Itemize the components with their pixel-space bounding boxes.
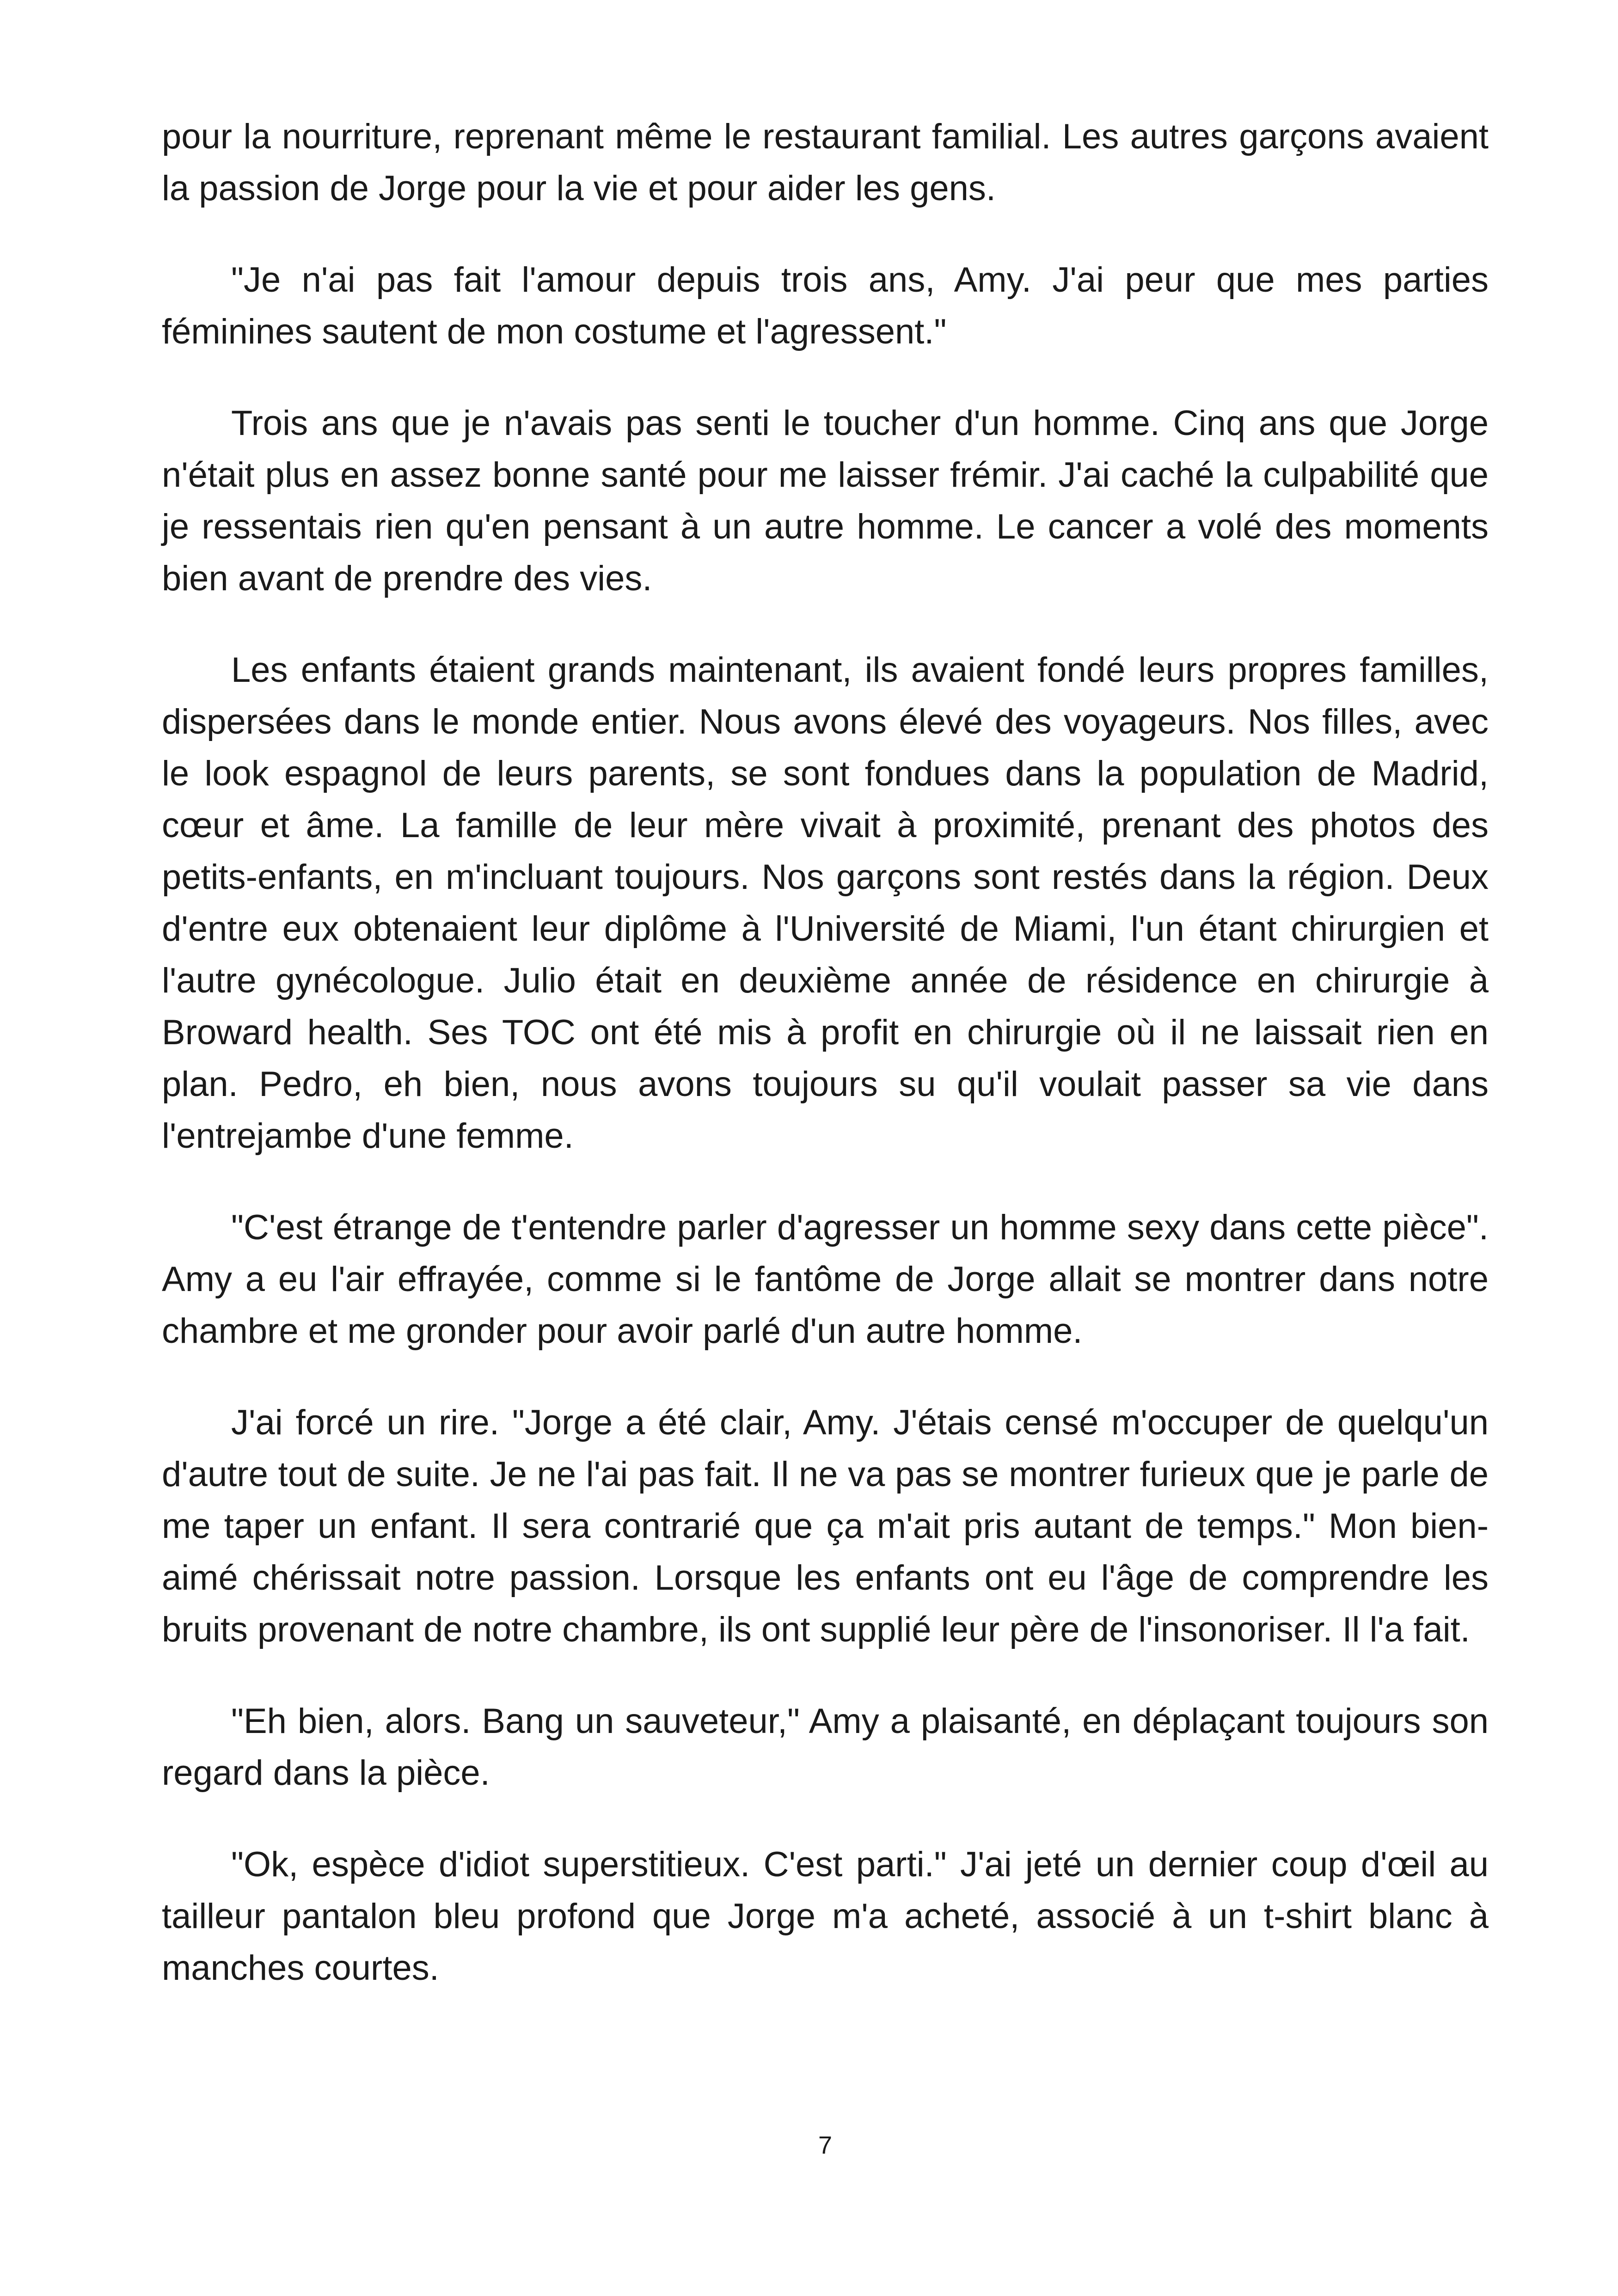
paragraph-6: J'ai forcé un rire. "Jorge a été clair, Amy. J'étais censé m'occuper de quelqu'un d'autre tout de suite. Je ne l'ai pas fait. Il ne va pas se montrer furieux que je parle de me taper un enfant. Il sera contrarié que ça m'ait pris autant de temps." Mon bien-aimé chérissait notre passion. Lorsque les enfants ont eu l'âge de comprendre les bruits provenant de notre chambre, ils ont supplié leur père de l'insonoriser. Il l'a fait. xyxy=(162,1403,1489,1649)
paragraph-8: "Ok, espèce d'idiot superstitieux. C'est parti." J'ai jeté un dernier coup d'œil au tailleur pantalon bleu profond que Jorge m'a acheté, associé à un t-shirt blanc à manches courtes. xyxy=(162,1845,1489,1988)
paragraph-7: "Eh bien, alors. Bang un sauveteur," Amy a plaisanté, en déplaçant toujours son regard dans la pièce. xyxy=(162,1702,1489,1793)
paragraph-2: "Je n'ai pas fait l'amour depuis trois ans, Amy. J'ai peur que mes parties féminines sautent de mon costume et l'agressent." xyxy=(162,260,1489,351)
paragraph-5: "C'est étrange de t'entendre parler d'agresser un homme sexy dans cette pièce". Amy a eu l'air effrayée, comme si le fantôme de Jorge allait se montrer dans notre chambre et me gronder pour avoir parlé d'un autre homme. xyxy=(162,1208,1489,1351)
paragraph-3: Trois ans que je n'avais pas senti le toucher d'un homme. Cinq ans que Jorge n'était plus en assez bonne santé pour me laisser frémir. J'ai caché la culpabilité que je ressentais rien qu'en pensant à un autre homme. Le cancer a volé des moments bien avant de prendre des vies. xyxy=(162,404,1489,598)
body-text xyxy=(162,111,1489,2034)
paragraph-1: pour la nourriture, reprenant même le restaurant familial. Les autres garçons avaient la passion de Jorge pour la vie et pour aider les gens. xyxy=(162,117,1489,208)
paragraph-4: Les enfants étaient grands maintenant, ils avaient fondé leurs propres familles, dispersées dans le monde entier. Nous avons élevé des voyageurs. Nos filles, avec le look espagnol de leurs parents, se sont fondues dans la population de Madrid, cœur et âme. La famille de leur mère vivait à proximité, prenant des photos des petits-enfants, en m'incluant toujours. Nos garçons sont restés dans la région. Deux d'entre eux obtenaient leur diplôme à l'Université de Miami, l'un étant chirurgien et l'autre gynécologue. Julio était en deuxième année de résidence en chirurgie à Broward health. Ses TOC ont été mis à profit en chirurgie où il ne laissait rien en plan. Pedro, eh bien, nous avons toujours su qu'il voulait passer sa vie dans l'entrejambe d'une femme. xyxy=(162,650,1489,1156)
page-number: 7 xyxy=(818,2131,833,2159)
